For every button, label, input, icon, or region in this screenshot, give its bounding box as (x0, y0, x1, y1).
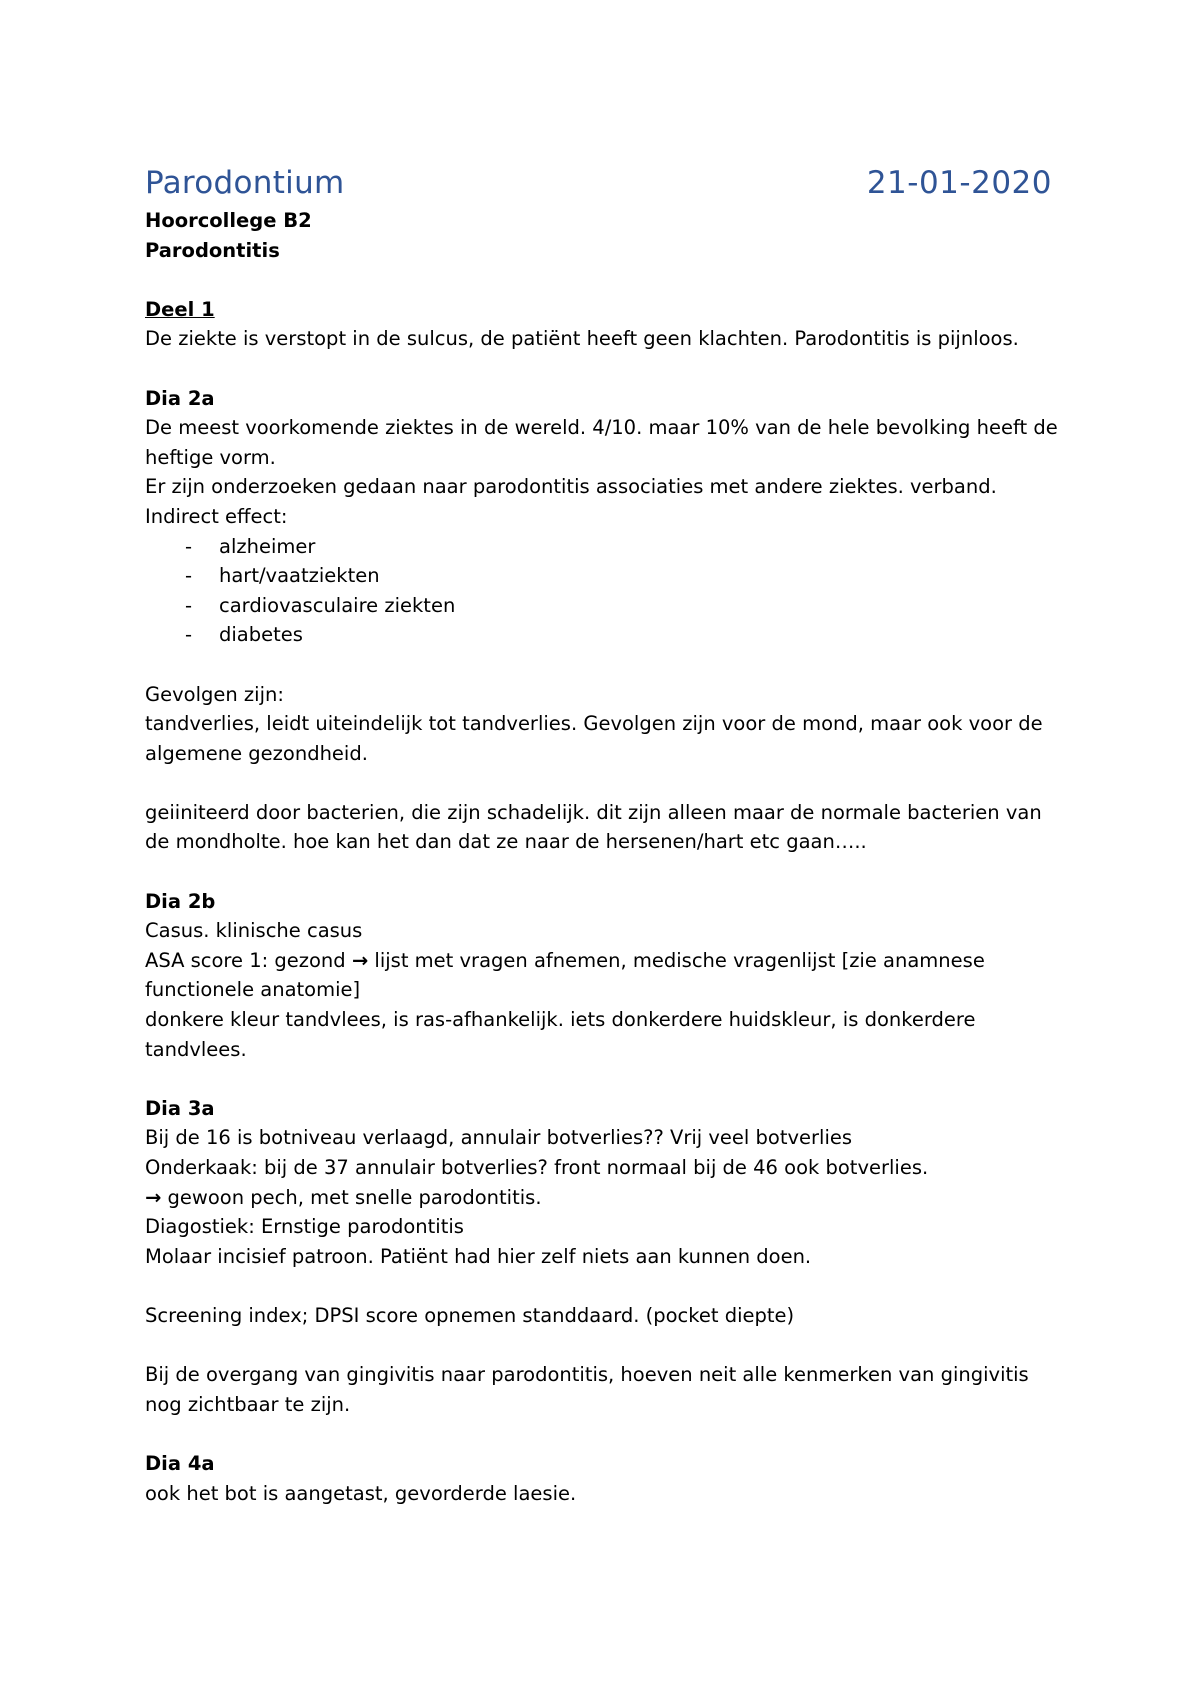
paragraph-line: tandvlees. (145, 1037, 247, 1061)
paragraph-line: Gevolgen zijn: (145, 682, 284, 706)
paragraph-line: De ziekte is verstopt in de sulcus, de patiënt heeft geen klachten. Parodontitis is pijnloos. (145, 327, 1019, 351)
dash-bullet: - (185, 623, 193, 647)
arrow-icon: → (145, 1185, 162, 1209)
spacer (145, 857, 1055, 887)
paragraph-line: ook het bot is aangetast, gevorderde laesie. (145, 1481, 577, 1505)
paragraph-line: Indirect effect: (145, 504, 288, 528)
list-item-text: diabetes (219, 623, 303, 647)
paragraph-line: Onderkaak: bij de 37 annulair botverlies? front normaal bij de 46 ook botverlies. (145, 1156, 929, 1179)
document-title: Parodontium (145, 165, 345, 201)
spacer (145, 1331, 1055, 1361)
paragraph-line: heftige vorm. (145, 445, 276, 469)
title-row (145, 160, 1055, 206)
spacer (145, 354, 1055, 384)
document-date: 21-01-2020 (866, 165, 1052, 201)
dash-bullet: - (185, 564, 193, 588)
line-segment: ASA score 1: gezond (145, 948, 352, 972)
list-item-text: cardiovasculaire ziekten (219, 593, 456, 617)
dash-bullet: - (185, 593, 193, 617)
spacer (145, 1419, 1055, 1449)
paragraph-line: Bij de 16 is botniveau verlaagd, annulair botverlies?? Vrij veel botverlies (145, 1126, 853, 1150)
paragraph-line: De meest voorkomende ziektes in de wereld. 4/10. maar 10% van de hele bevolking heeft de (145, 416, 1058, 440)
paragraph-line: donkere kleur tandvlees, is ras-afhankelijk. iets donkerdere huidskleur, is donkerdere (145, 1008, 976, 1032)
document-page (145, 160, 1058, 1508)
paragraph-line (145, 1183, 1055, 1213)
list-item (145, 561, 1055, 591)
paragraph-line: algemene gezondheid. (145, 741, 368, 765)
spacer (145, 1064, 1055, 1094)
spacer (145, 768, 1055, 798)
paragraph-line: Casus. klinische casus (145, 919, 363, 943)
paragraph-line: tandverlies, leidt uiteindelijk tot tandverlies. Gevolgen zijn voor de mond, maar ook voor de (145, 712, 1043, 736)
paragraph-line: Diagostiek: Ernstige parodontitis (145, 1215, 464, 1239)
paragraph-line: Screening index; DPSI score opnemen standdaard. (pocket diepte) (145, 1303, 795, 1327)
dash-bullet: - (185, 534, 193, 558)
subtitle-course: Hoorcollege B2 (145, 209, 312, 232)
line-segment: gewoon pech, met snelle parodontitis. (161, 1185, 542, 1209)
paragraph-line: Molaar incisief patroon. Patiënt had hier zelf niets aan kunnen doen. (145, 1244, 812, 1268)
section-heading-deel-1: Deel 1 (145, 297, 215, 321)
list-item (145, 620, 1055, 650)
section-heading-dia-2b: Dia 2b (145, 889, 216, 913)
paragraph-line: Er zijn onderzoeken gedaan naar parodontitis associaties met andere ziektes. verband. (145, 475, 997, 499)
paragraph-line: nog zichtbaar te zijn. (145, 1392, 351, 1416)
list-item-text: alzheimer (219, 534, 316, 558)
spacer (145, 650, 1055, 680)
section-heading-dia-4a: Dia 4a (145, 1451, 215, 1475)
paragraph-line: functionele anatomie] (145, 978, 361, 1002)
section-heading-dia-2a: Dia 2a (145, 386, 215, 410)
line-segment: lijst met vragen afnemen, medische vragenlijst [zie anamnese (368, 948, 985, 972)
spacer (145, 265, 1055, 295)
list-item (145, 532, 1055, 562)
arrow-icon: → (351, 948, 369, 972)
spacer (145, 1271, 1055, 1301)
paragraph-line (145, 946, 1055, 976)
paragraph-line: Bij de overgang van gingivitis naar parodontitis, hoeven neit alle kenmerken van gingivitis (145, 1363, 1029, 1387)
subtitle-topic: Parodontitis (145, 238, 280, 262)
paragraph-line: de mondholte. hoe kan het dan dat ze naar de hersenen/hart etc gaan….. (145, 830, 867, 854)
section-heading-dia-3a: Dia 3a (145, 1096, 215, 1120)
list-item-text: hart/vaatziekten (219, 564, 380, 588)
list-item (145, 591, 1055, 621)
paragraph-line: geiiniteerd door bacterien, die zijn schadelijk. dit zijn alleen maar de normale bacterien van (145, 800, 1042, 824)
